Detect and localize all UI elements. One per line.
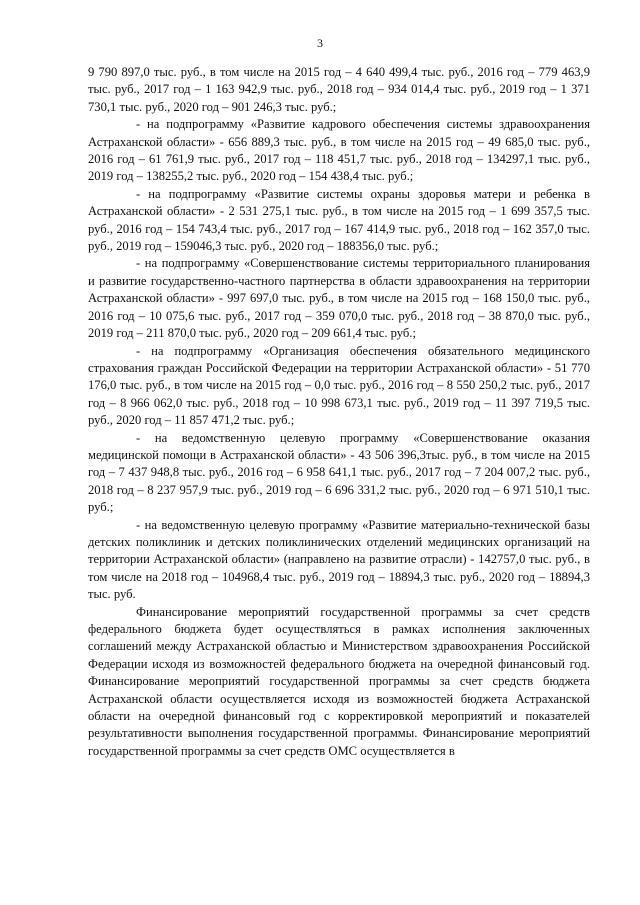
- page-number: 3: [317, 36, 323, 50]
- paragraph-total-funding: 9 790 897,0 тыс. руб., в том числе на 2015 год – 4 640 499,4 тыс. руб., 2016 год – 779 463,9 тыс. руб., 2017 год – 1 163 942,9 тыс. руб., 2018 год – 934 014,4 тыс. руб., 2019 год – 1 371 730,1 тыс. руб., 2020 год – 901 246,3 тыс. руб.;: [88, 65, 590, 114]
- paragraph-departmental-program-care: - на ведомственную целевую программу «Совершенствование оказания медицинской помощи в Астраханской области» - 43 506 396,3тыс. руб., в том числе на 2015 год – 7 437 948,8 тыс. руб., 2016 год – 6 958 641,1 тыс. руб., 2017 год – 7 204 007,2 тыс. руб., 2018 год – 8 237 957,9 тыс. руб., 2019 год – 6 696 331,2 тыс. руб., 2020 год – 6 971 510,1 тыс. руб.;: [88, 430, 590, 515]
- paragraph-subprogram-maternal-child: - на подпрограмму «Развитие системы охраны здоровья матери и ребенка в Астраханской области» - 2 531 275,1 тыс. руб., в том числе на 2015 год – 1 699 357,5 тыс. руб., 2016 год – 154 743,4 тыс. руб., 2017 год – 167 414,9 тыс. руб., 2018 год – 162 357,0 тыс. руб., 2019 год – 159046,3 тыс. руб., 2020 год – 188356,0 тыс. руб.;: [88, 186, 590, 254]
- paragraph-subprogram-staffing: - на подпрограмму «Развитие кадрового обеспечения системы здравоохранения Астраханской области» - 656 889,3 тыс. руб., в том числе на 2015 год – 49 685,0 тыс. руб., 2016 год – 61 761,9 тыс. руб., 2017 год – 118 451,7 тыс. руб., 2018 год – 134297,1 тыс. руб., 2019 год – 138255,2 тыс. руб., 2020 год – 154 438,4 тыс. руб.;: [88, 117, 590, 184]
- document-body: [88, 64, 590, 760]
- paragraph-subprogram-oms: - на подпрограмму «Организация обеспечения обязательного медицинского страхования граждан Российской Федерации на территории Астраханской области» - 51 770 176,0 тыс. руб., в том числе на 2015 год – 0,0 тыс. руб., 2016 год – 8 550 250,2 тыс. руб., 2017 год – 8 966 062,0 тыс. руб., 2018 год – 10 998 673,1 тыс. руб., 2019 год – 11 397 719,5 тыс. руб., 2020 год – 11 857 471,2 тыс. руб.;: [88, 343, 590, 428]
- paragraph-departmental-program-clinics: - на ведомственную целевую программу «Развитие материально-технической базы детских поликлиник и детских поликлинических отделений медицинских организаций на территории Астраханской области» (направлено на развитие отрасли) - 142757,0 тыс. руб., в том числе на 2018 год – 104968,4 тыс. руб., 2019 год – 18894,3 тыс. руб., 2020 год – 18894,3 тыс. руб.: [88, 517, 590, 602]
- paragraph-financing: Финансирование мероприятий государственной программы за счет средств федерального бюджета будет осуществляться в рамках исполнения заключенных соглашений между Астраханской областью и Министерством здравоохранения Российской Федерации исходя из возможностей федерального бюджета на очередной финансовый год. Финансирование мероприятий государственной программы за счет средств бюджета Астраханской области осуществляется исходя из возможностей бюджета Астраханской области на очередной финансовый год с корректировкой мероприятий и показателей результативности выполнения государственной программы. Финансирование мероприятий государственной программы за счет средств ОМС осуществляется в: [88, 604, 590, 758]
- paragraph-subprogram-territorial-planning: - на подпрограмму «Совершенствование системы территориального планирования и развитие государственно-частного партнерства в области здравоохранения на территории Астраханской области» - 997 697,0 тыс. руб., в том числе на 2015 год – 168 150,0 тыс. руб., 2016 год – 10 075,6 тыс. руб., 2017 год – 359 070,0 тыс. руб., 2018 год – 38 870,0 тыс. руб., 2019 год – 211 870,0 тыс. руб., 2020 год – 209 661,4 тыс. руб.;: [88, 256, 590, 341]
